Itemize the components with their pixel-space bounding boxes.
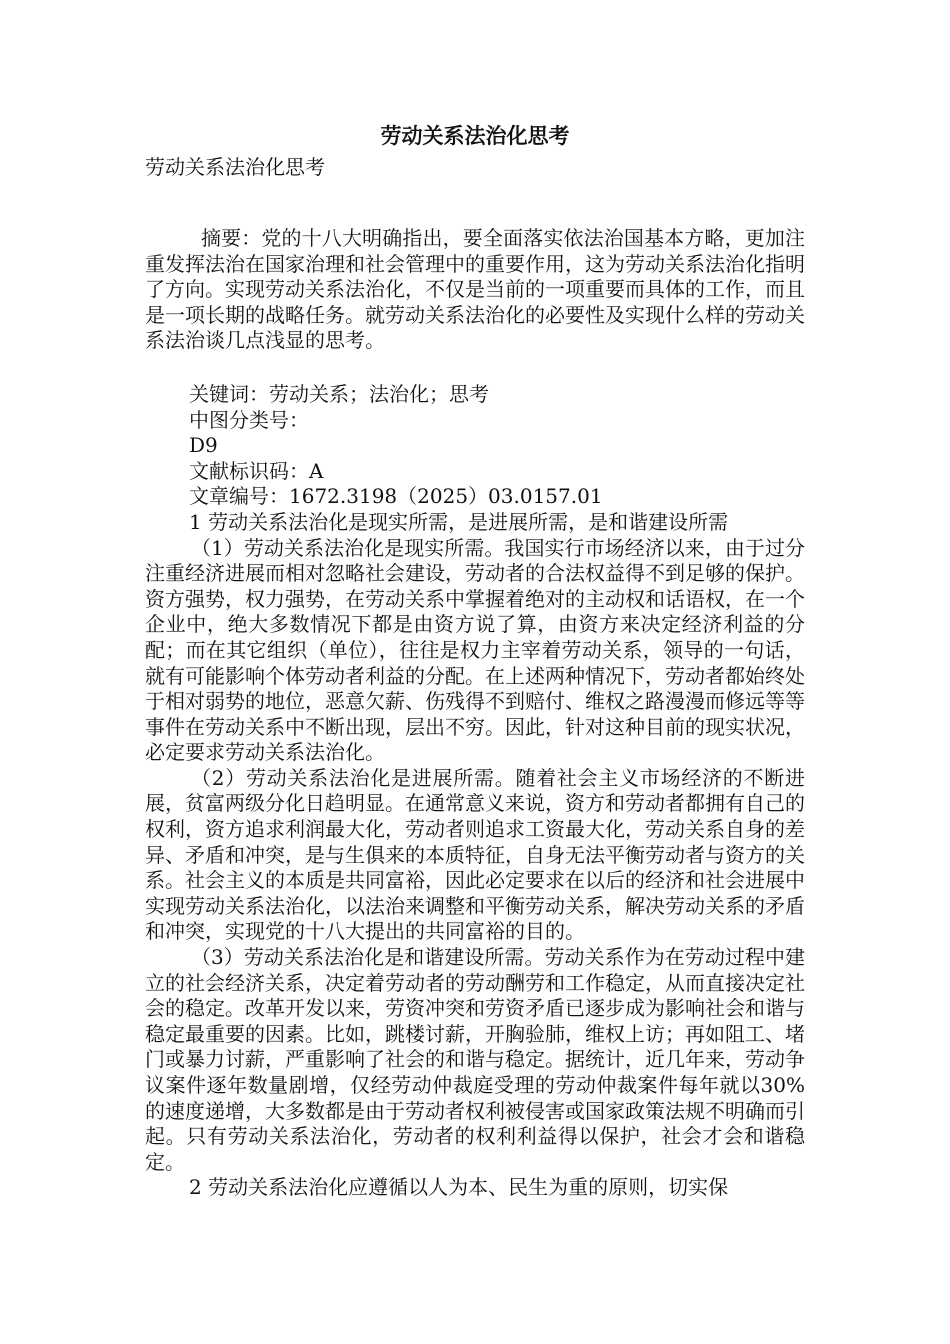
- abstract-paragraph: 摘要：党的十八大明确指出，要全面落实依法治国基本方略，更加注重发挥法治在国家治理和社会管理中的重要作用，这为劳动关系法治化指明了方向。实现劳动关系法治化，不仅是当前的一项重要而具体的工作，而且是一项长期的战略任务。就劳动关系法治化的必要性及实现什么样的劳动关系法治谈几点浅显的思考。: [145, 226, 805, 353]
- clc-label: 中图分类号：: [189, 407, 309, 432]
- body-paragraph-3: （3）劳动关系法治化是和谐建设所需。劳动关系作为在劳动过程中建立的社会经济关系，决定着劳动者的劳动酬劳和工作稳定，从而直接决定社会的稳定。改革开发以来，劳资冲突和劳资矛盾已逐步成为影响社会和谐与稳定最重要的因素。比如，跳楼讨薪，开胸验肺，维权上访；再如阻工、堵门或暴力讨薪，严重影响了社会的和谐与稳定。据统计，近几年来，劳动争议案件逐年数量剧增，仅经劳动仲裁庭受理的劳动仲裁案件每年就以30%的速度递增，大多数都是由于劳动者权利被侵害或国家政策法规不明确而引起。只有劳动关系法治化，劳动者的权利利益得以保护，社会才会和谐稳定。: [145, 945, 805, 1174]
- document-code-line: 文献标识码：A: [189, 458, 324, 483]
- document-subtitle: 劳动关系法治化思考: [145, 155, 325, 179]
- clc-value: D9: [189, 433, 218, 458]
- section-1-heading: 1 劳动关系法治化是现实所需，是进展所需，是和谐建设所需: [189, 509, 729, 534]
- document-title: 劳动关系法治化思考: [380, 123, 570, 148]
- document-page: [145, 118, 805, 1201]
- body-paragraph-2: （2）劳动关系法治化是进展所需。随着社会主义市场经济的不断进展，贫富两级分化日趋明显。在通常意义来说，资方和劳动者都拥有自己的权利，资方追求利润最大化，劳动者则追求工资最大化，劳动关系自身的差异、矛盾和冲突，是与生俱来的本质特征，自身无法平衡劳动者与资方的关系。社会主义的本质是共同富裕，因此必定要求在以后的经济和社会进展中实现劳动关系法治化，以法治来调整和平衡劳动关系，解决劳动关系的矛盾和冲突，实现党的十八大提出的共同富裕的目的。: [145, 765, 805, 944]
- keywords-line: 关键词：劳动关系；法治化；思考: [189, 381, 489, 406]
- body-paragraph-1: （1）劳动关系法治化是现实所需。我国实行市场经济以来，由于过分注重经济进展而相对忽略社会建设，劳动者的合法权益得不到足够的保护。资方强势，权力强势，在劳动关系中掌握着绝对的主动权和话语权，在一个企业中，绝大多数情况下都是由资方说了算，由资方来决定经济利益的分配；而在其它组织（单位），往往是权力主宰着劳动关系，领导的一句话，就有可能影响个体劳动者利益的分配。在上述两种情况下，劳动者都始终处于相对弱势的地位，恶意欠薪、伤残得不到赔付、维权之路漫漫而修远等等事件在劳动关系中不断出现，层出不穷。因此，针对这种目前的现实状况，必定要求劳动关系法治化。: [145, 535, 805, 765]
- article-number-line: 文章编号：1672.3198（2025）03.0157.01: [189, 484, 603, 509]
- metadata-block: [145, 382, 805, 510]
- section-2-heading: 2 劳动关系法治化应遵循以人为本、民生为重的原则，切实保: [189, 1175, 729, 1200]
